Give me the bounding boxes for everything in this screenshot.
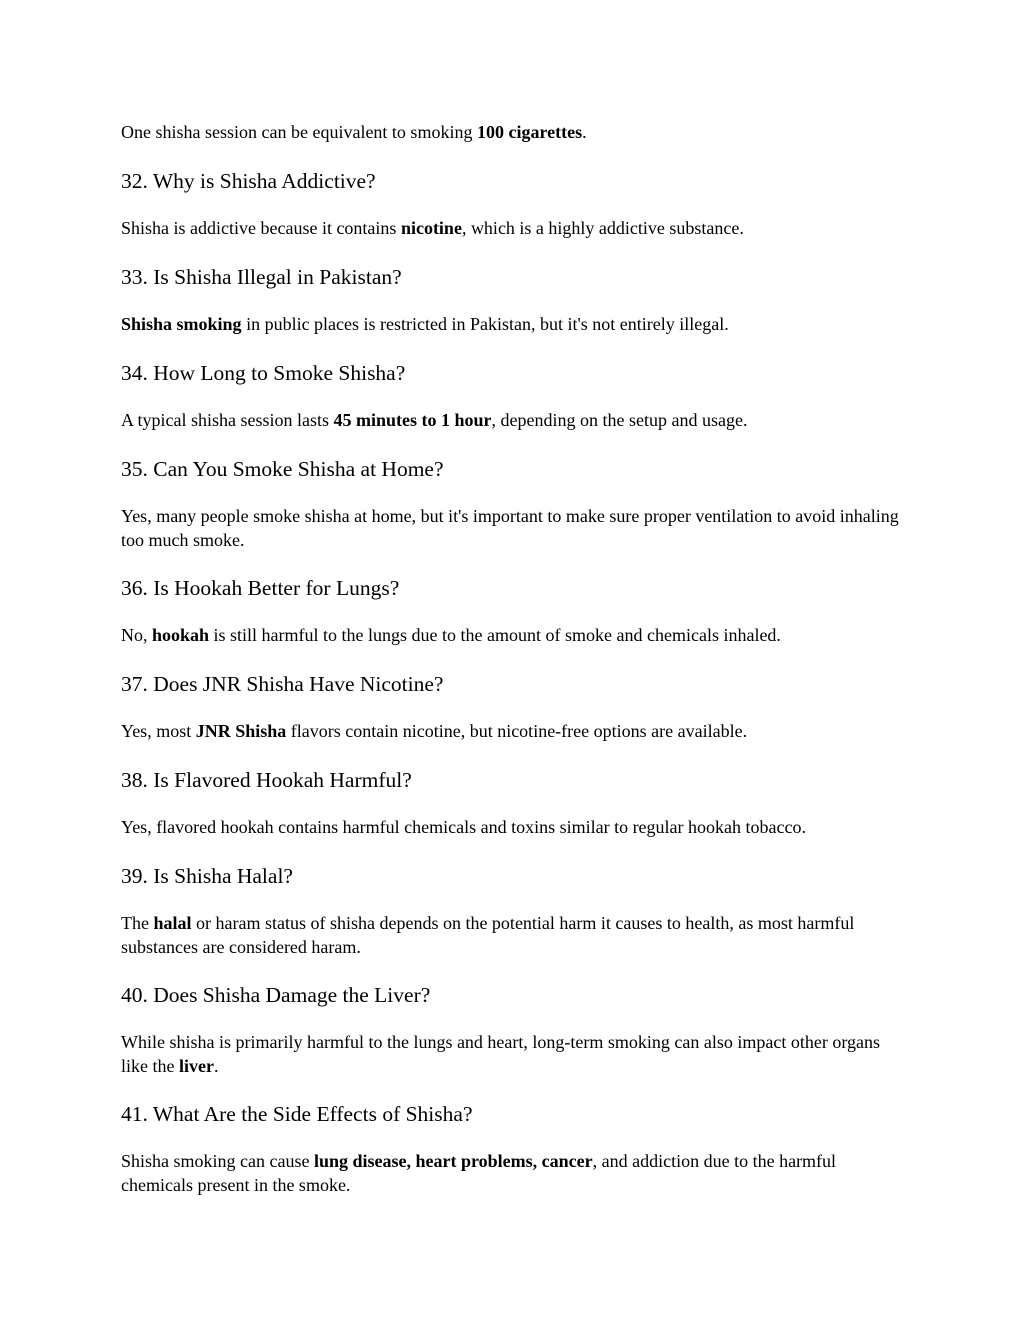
intro-paragraph bbox=[121, 121, 587, 144]
answer-text: Yes, most bbox=[121, 721, 196, 741]
answer-bold: lung disease, heart problems, cancer bbox=[313, 1151, 593, 1171]
faq-answer bbox=[121, 912, 901, 959]
faq-answer bbox=[121, 624, 901, 648]
answer-text: Shisha smoking can cause bbox=[121, 1151, 314, 1171]
answer-text: A typical shisha session lasts bbox=[121, 410, 334, 430]
answer-text-end: , which is a highly addictive substance. bbox=[461, 218, 744, 238]
answer-text: The bbox=[121, 913, 154, 933]
faq-question: 37. Does JNR Shisha Have Nicotine? bbox=[121, 672, 444, 696]
faq-question: 34. How Long to Smoke Shisha? bbox=[121, 361, 406, 385]
faq-answer bbox=[121, 505, 901, 552]
answer-bold: 45 minutes to 1 hour bbox=[333, 410, 492, 430]
answer-text-end: flavors contain nicotine, but nicotine-free options are available. bbox=[286, 721, 748, 741]
intro-text: One shisha session can be equivalent to smoking bbox=[121, 122, 477, 142]
intro-text-end: . bbox=[582, 122, 587, 142]
answer-bold: hookah bbox=[152, 625, 210, 645]
faq-answer bbox=[121, 1150, 901, 1197]
answer-text-end: , and addiction due to the harmful chemicals present in the smoke. bbox=[121, 1151, 837, 1195]
answer-text: Yes, flavored hookah contains harmful chemicals and toxins similar to regular hookah tobacco. bbox=[121, 817, 806, 837]
faq-answer bbox=[121, 409, 901, 433]
faq-question: 41. What Are the Side Effects of Shisha? bbox=[121, 1102, 473, 1126]
faq-answer bbox=[121, 816, 901, 840]
answer-bold: Shisha smoking bbox=[121, 314, 242, 334]
answer-text: Yes, many people smoke shisha at home, but it's important to make sure proper ventilation to avoid inhaling too much smoke. bbox=[121, 506, 899, 550]
faq-answer bbox=[121, 1031, 901, 1078]
intro-bold: 100 cigarettes bbox=[476, 122, 583, 142]
answer-text-end: or haram status of shisha depends on the potential harm it causes to health, as most harmful substances are considered haram. bbox=[121, 913, 855, 957]
answer-text-end: is still harmful to the lungs due to the amount of smoke and chemicals inhaled. bbox=[209, 625, 781, 645]
answer-text-end: , depending on the setup and usage. bbox=[491, 410, 748, 430]
answer-text: While shisha is primarily harmful to the lungs and heart, long-term smoking can also impact other organs like the bbox=[121, 1032, 880, 1076]
faq-answer bbox=[121, 720, 901, 744]
faq-question: 39. Is Shisha Halal? bbox=[121, 864, 293, 888]
faq-question: 33. Is Shisha Illegal in Pakistan? bbox=[121, 265, 402, 289]
answer-bold: halal bbox=[153, 913, 192, 933]
faq-answer bbox=[121, 217, 901, 241]
answer-text: Shisha is addictive because it contains bbox=[121, 218, 401, 238]
faq-question: 40. Does Shisha Damage the Liver? bbox=[121, 983, 431, 1007]
answer-bold: liver bbox=[178, 1055, 214, 1076]
faq-question: 36. Is Hookah Better for Lungs? bbox=[121, 576, 400, 600]
answer-text: No, bbox=[121, 625, 152, 645]
faq-answer bbox=[121, 313, 901, 337]
faq-question: 38. Is Flavored Hookah Harmful? bbox=[121, 768, 412, 792]
answer-text-end: . bbox=[213, 1055, 219, 1076]
answer-bold: JNR Shisha bbox=[195, 721, 287, 741]
faq-question: 35. Can You Smoke Shisha at Home? bbox=[121, 457, 444, 481]
faq-question: 32. Why is Shisha Addictive? bbox=[121, 169, 376, 193]
answer-bold: nicotine bbox=[400, 218, 462, 238]
answer-text-end: in public places is restricted in Pakistan, but it's not entirely illegal. bbox=[241, 314, 729, 334]
